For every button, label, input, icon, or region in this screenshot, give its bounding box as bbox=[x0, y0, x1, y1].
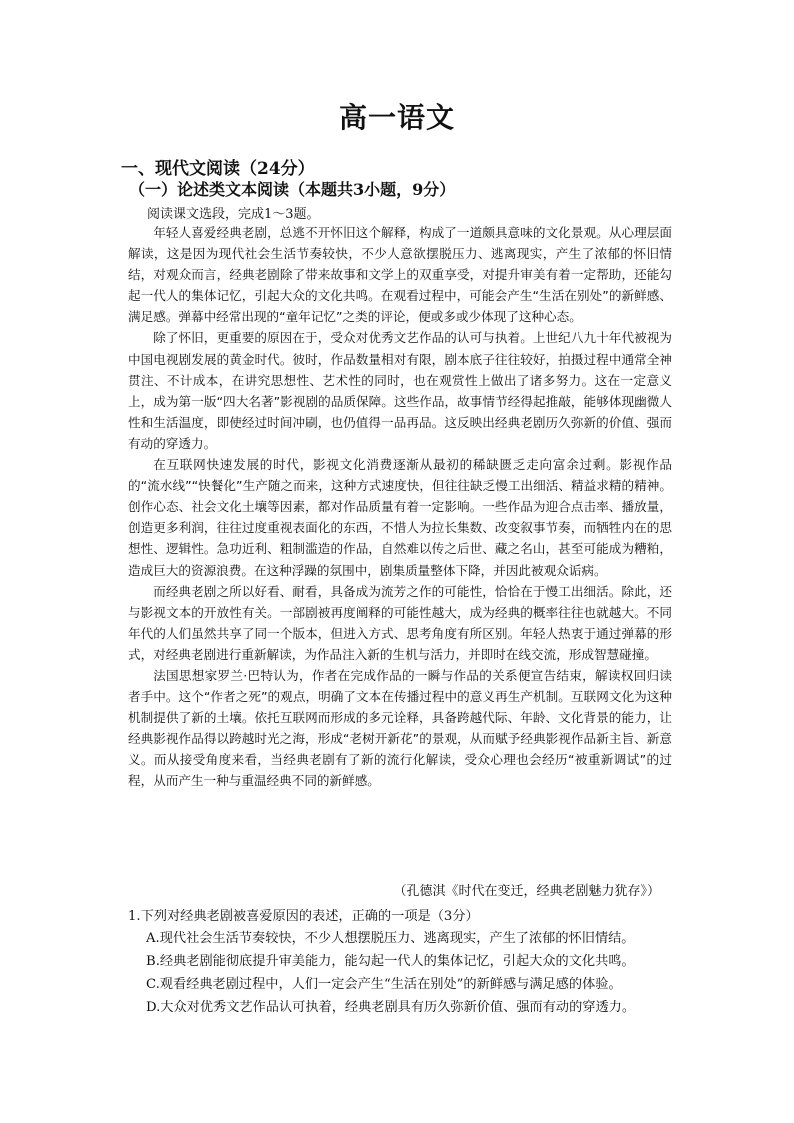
option-a: A.现代社会生活节奏较快，不少人想摆脱压力、逃离现实，产生了浓郁的怀旧情结。 bbox=[146, 931, 635, 946]
passage-source: （孔德淇《时代在变迁，经典老剧魅力犹存》） bbox=[393, 884, 660, 899]
passage-paragraph: 而经典老剧之所以好看、耐看，具备成为流芳之作的可能性，恰恰在于慢工出细活。除此，还与影视文本的开放性有关。一部剧被再度阐释的可能性越大，成为经典的概率往往也就越大。不同年代的人们虽然共享了同一个版本，但进入方式、思考角度有所区别。年轻人热衷于通过弹幕的形式，对经典老剧进行重新解读，为作品注入新的生机与活力，并即时在线交流，形成智慧碰撞。 bbox=[128, 583, 672, 662]
passage-paragraph: 在互联网快速发展的时代，影视文化消费逐渐从最初的稀缺匮乏走向富余过剩。影视作品的“流水线”“快餐化”生产随之而来，这种方式速度快，但往往缺乏慢工出细活、精益求精的精神。创作心态、社会文化土壤等因素，都对作品质量有着一定影响。一些作品为迎合点击率、播放量，创造更多利润，往往过度重视表面化的东西，不惜人为拉长集数、改变叙事节奏，而牺牲内在的思想性、逻辑性。急功近利、粗制滥造的作品，自然难以传之后世、藏之名山，甚至可能成为糟粕，造成巨大的资源浪费。在这种浮躁的氛围中，剧集质量整体下降，并因此被观众诟病。 bbox=[128, 457, 672, 578]
option-c: C.观看经典老剧过程中，人们一定会产生“生活在别处”的新鲜感与满足感的体验。 bbox=[146, 977, 622, 992]
answer-options bbox=[146, 927, 676, 1019]
question-stem: 1.下列对经典老剧被喜爱原因的表述，正确的一项是（3分） bbox=[128, 909, 479, 924]
subsection-heading: （一）论述类文本阅读（本题共3小题，9分） bbox=[129, 180, 456, 199]
page-title: 高一语文 bbox=[338, 101, 455, 134]
passage-paragraph: 年轻人喜爱经典老剧，总逃不开怀旧这个解释，构成了一道颇具意味的文化景观。从心理层面解读，这是因为现代社会生活节奏较快，不少人意欲摆脱压力、逃离现实，产生了浓郁的怀旧情结，对观众而言，经典老剧除了带来故事和文学上的双重享受，对提升审美有着一定帮助，还能勾起一代人的集体记忆，引起大众的文化共鸣。在观看过程中，可能会产生“生活在别处”的新鲜感、满足感。弹幕中经常出现的“童年记忆”之类的评论，便或多或少体现了这种心态。 bbox=[128, 225, 672, 325]
passage-paragraph: 除了怀旧，更重要的原因在于，受众对优秀文艺作品的认可与执着。上世纪八九十年代被视为中国电视剧发展的黄金时代。彼时，作品数量相对有限，剧本底子往往较好，拍摄过程中通常全神贯注、不计成本，在讲究思想性、艺术性的同时，也在观赏性上做出了诸多努力。这在一定意义上，成为第一版“四大名著”影视剧的品质保障。这些作品，故事情节经得起推敲，能够体现幽微人性和生活温度，即使经过时间冲刷，也仍值得一品再品。这反映出经典老剧历久弥新的价值、强而有动的穿透力。 bbox=[128, 330, 672, 451]
passage-paragraph: 法国思想家罗兰·巴特认为，作者在完成作品的一瞬与作品的关系便宣告结束，解读权回归读者手中。这个“作者之死”的观点，明确了文本在传播过程中的意义再生产机制。互联网文化为这种机制提供了新的土壤。依托互联网而形成的多元诠释，具备跨越代际、年龄、文化背景的能力，让经典影视作品得以跨越时光之海，形成“老树开新花”的景观，从而赋予经典影视作品新主旨、新意义。而从接受角度来看，当经典老剧有了新的流行化解读，受众心理也会经历“被重新调试”的过程，从而产生一种与重温经典不同的新鲜感。 bbox=[128, 667, 672, 789]
option-b: B.经典老剧能彻底提升审美能力，能勾起一代人的集体记忆，引起大众的文化共鸣。 bbox=[146, 954, 635, 969]
option-d: D.大众对优秀文艺作品认可执着，经典老剧具有历久弥新价值、强而有动的穿透力。 bbox=[146, 1000, 636, 1015]
instruction-text: 阅读课文选段，完成1～3题。 bbox=[147, 207, 320, 222]
passage bbox=[128, 222, 672, 792]
section-heading: 一、现代文阅读（24分） bbox=[121, 159, 315, 179]
